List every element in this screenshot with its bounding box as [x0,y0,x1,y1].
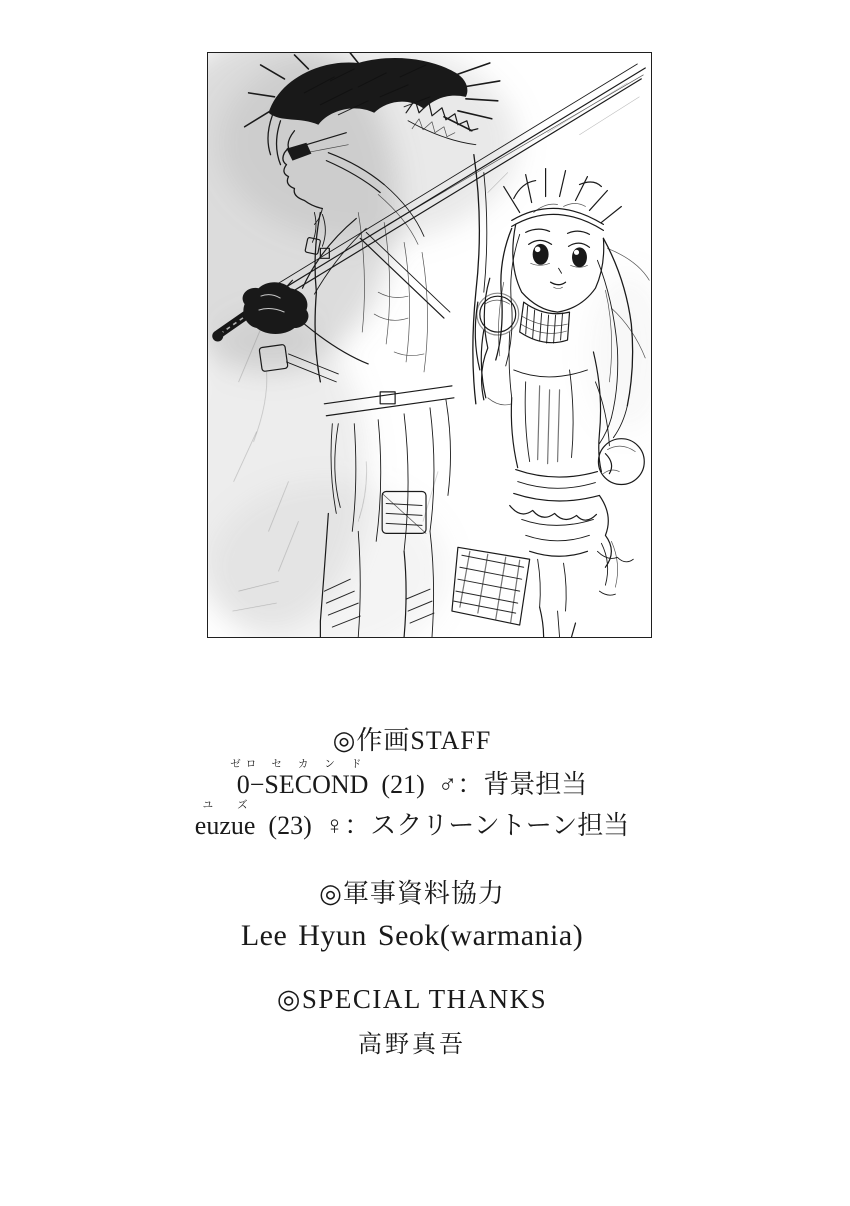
staff2-name: euzue [194,811,256,840]
staff2-detail: (23) ♀：スクリーントーン担当 [255,811,630,840]
staff1-second: SECOND [264,770,369,799]
furigana-second: セカンド [271,759,378,770]
furigana-zero: ゼロ [230,759,262,770]
special-thanks-name: 高野真吾 [358,1032,466,1058]
staff1-detail: (21) ♂：背景担当 [368,770,588,799]
staff-member-2-line [0,800,837,840]
staff-section-title: ◎作画STAFF [332,726,492,755]
staff-member-1-line [0,759,837,799]
military-contributor-name: Lee Hyun Seok(warmania) [240,919,584,952]
staff1-dash: − [249,770,265,799]
staff1-zero: 0 [236,770,250,799]
special-thanks-title: ◎SPECIAL THANKS [276,984,548,1014]
staff2-name-group [194,800,272,840]
staff1-zero-group [230,759,262,799]
furigana-euzue: ユズ [202,800,272,811]
military-section-title: ◎軍事資料協力 [319,879,505,908]
staff1-second-group [264,759,378,799]
